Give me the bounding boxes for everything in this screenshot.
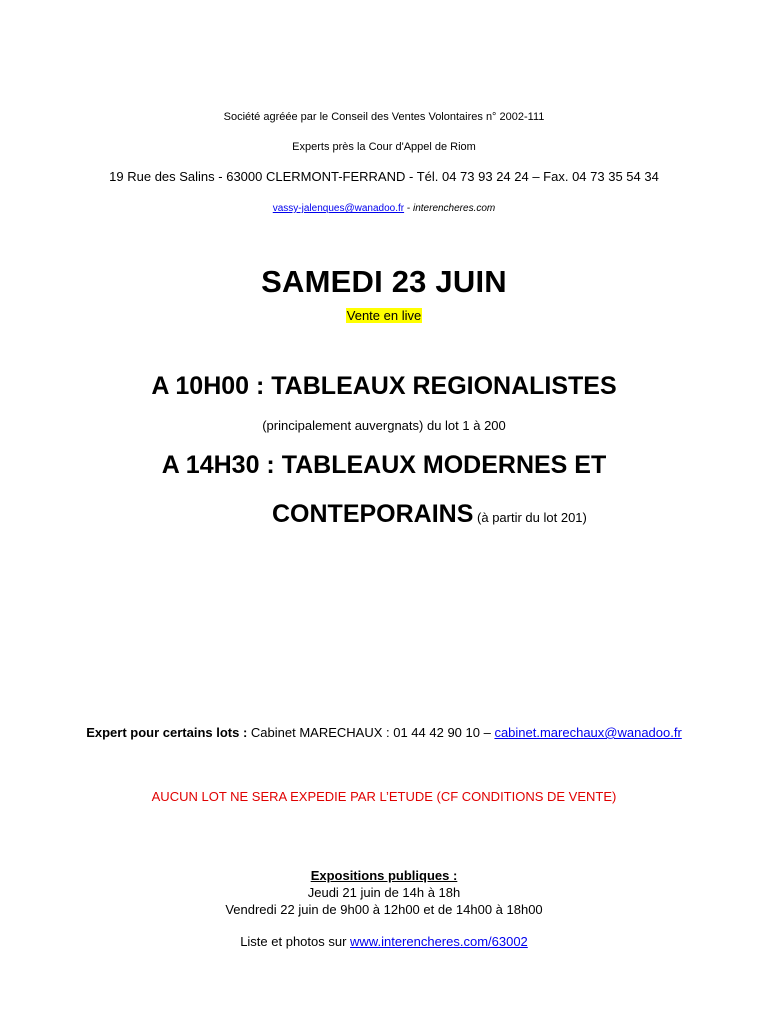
header-separator: - [404,203,413,214]
header-experts: Experts près la Cour d'Appel de Riom [292,141,476,153]
exhibitions-line-1: Jeudi 21 juin de 14h à 18h [307,885,461,900]
header-agreement: Société agréée par le Conseil des Ventes Volontaires n° 2002-111 [223,111,545,123]
session-2-heading-line1: A 14H30 : TABLEAUX MODERNES ET [161,451,607,479]
shipping-warning: AUCUN LOT NE SERA EXPEDIE PAR L’ETUDE (CF CONDITIONS DE VENTE) [151,789,617,804]
expert-label: Expert pour certains lots : [86,725,248,740]
listing-prefix: Liste et photos sur [240,934,351,949]
exhibitions-title: Expositions publiques : [310,868,458,883]
expert-line [0,725,768,740]
live-line [0,307,768,325]
listing-url-link[interactable]: www.interencheres.com/63002 [350,934,528,949]
expert-email-link[interactable]: cabinet.marechaux@wanadoo.fr [494,725,682,740]
header-contact-line [0,203,768,214]
session-1-note: (principalement auvergnats) du lot 1 à 200 [262,418,506,433]
session-2-note: (à partir du lot 201) [473,510,587,525]
header-site: interencheres.com [412,203,496,214]
header-address: 19 Rue des Salins - 63000 CLERMONT-FERRAND - Tél. 04 73 93 24 24 – Fax. 04 73 35 54 34 [109,169,659,184]
sale-date-title: SAMEDI 23 JUIN [261,264,507,299]
exhibitions-line-2: Vendredi 22 juin de 9h00 à 12h00 et de 14h00 à 18h00 [225,902,543,917]
session-1-heading: A 10H00 : TABLEAUX REGIONALISTES [151,372,617,400]
live-label: Vente en live [346,308,422,323]
session-2-heading-text: CONTEPORAINS [272,500,474,528]
session-2-heading-line2 [272,500,587,529]
listing-line [0,934,768,949]
expert-text: Cabinet MARECHAUX : 01 44 42 90 10 – [247,725,495,740]
header-email-link[interactable]: vassy-jalenques@wanadoo.fr [272,203,405,214]
